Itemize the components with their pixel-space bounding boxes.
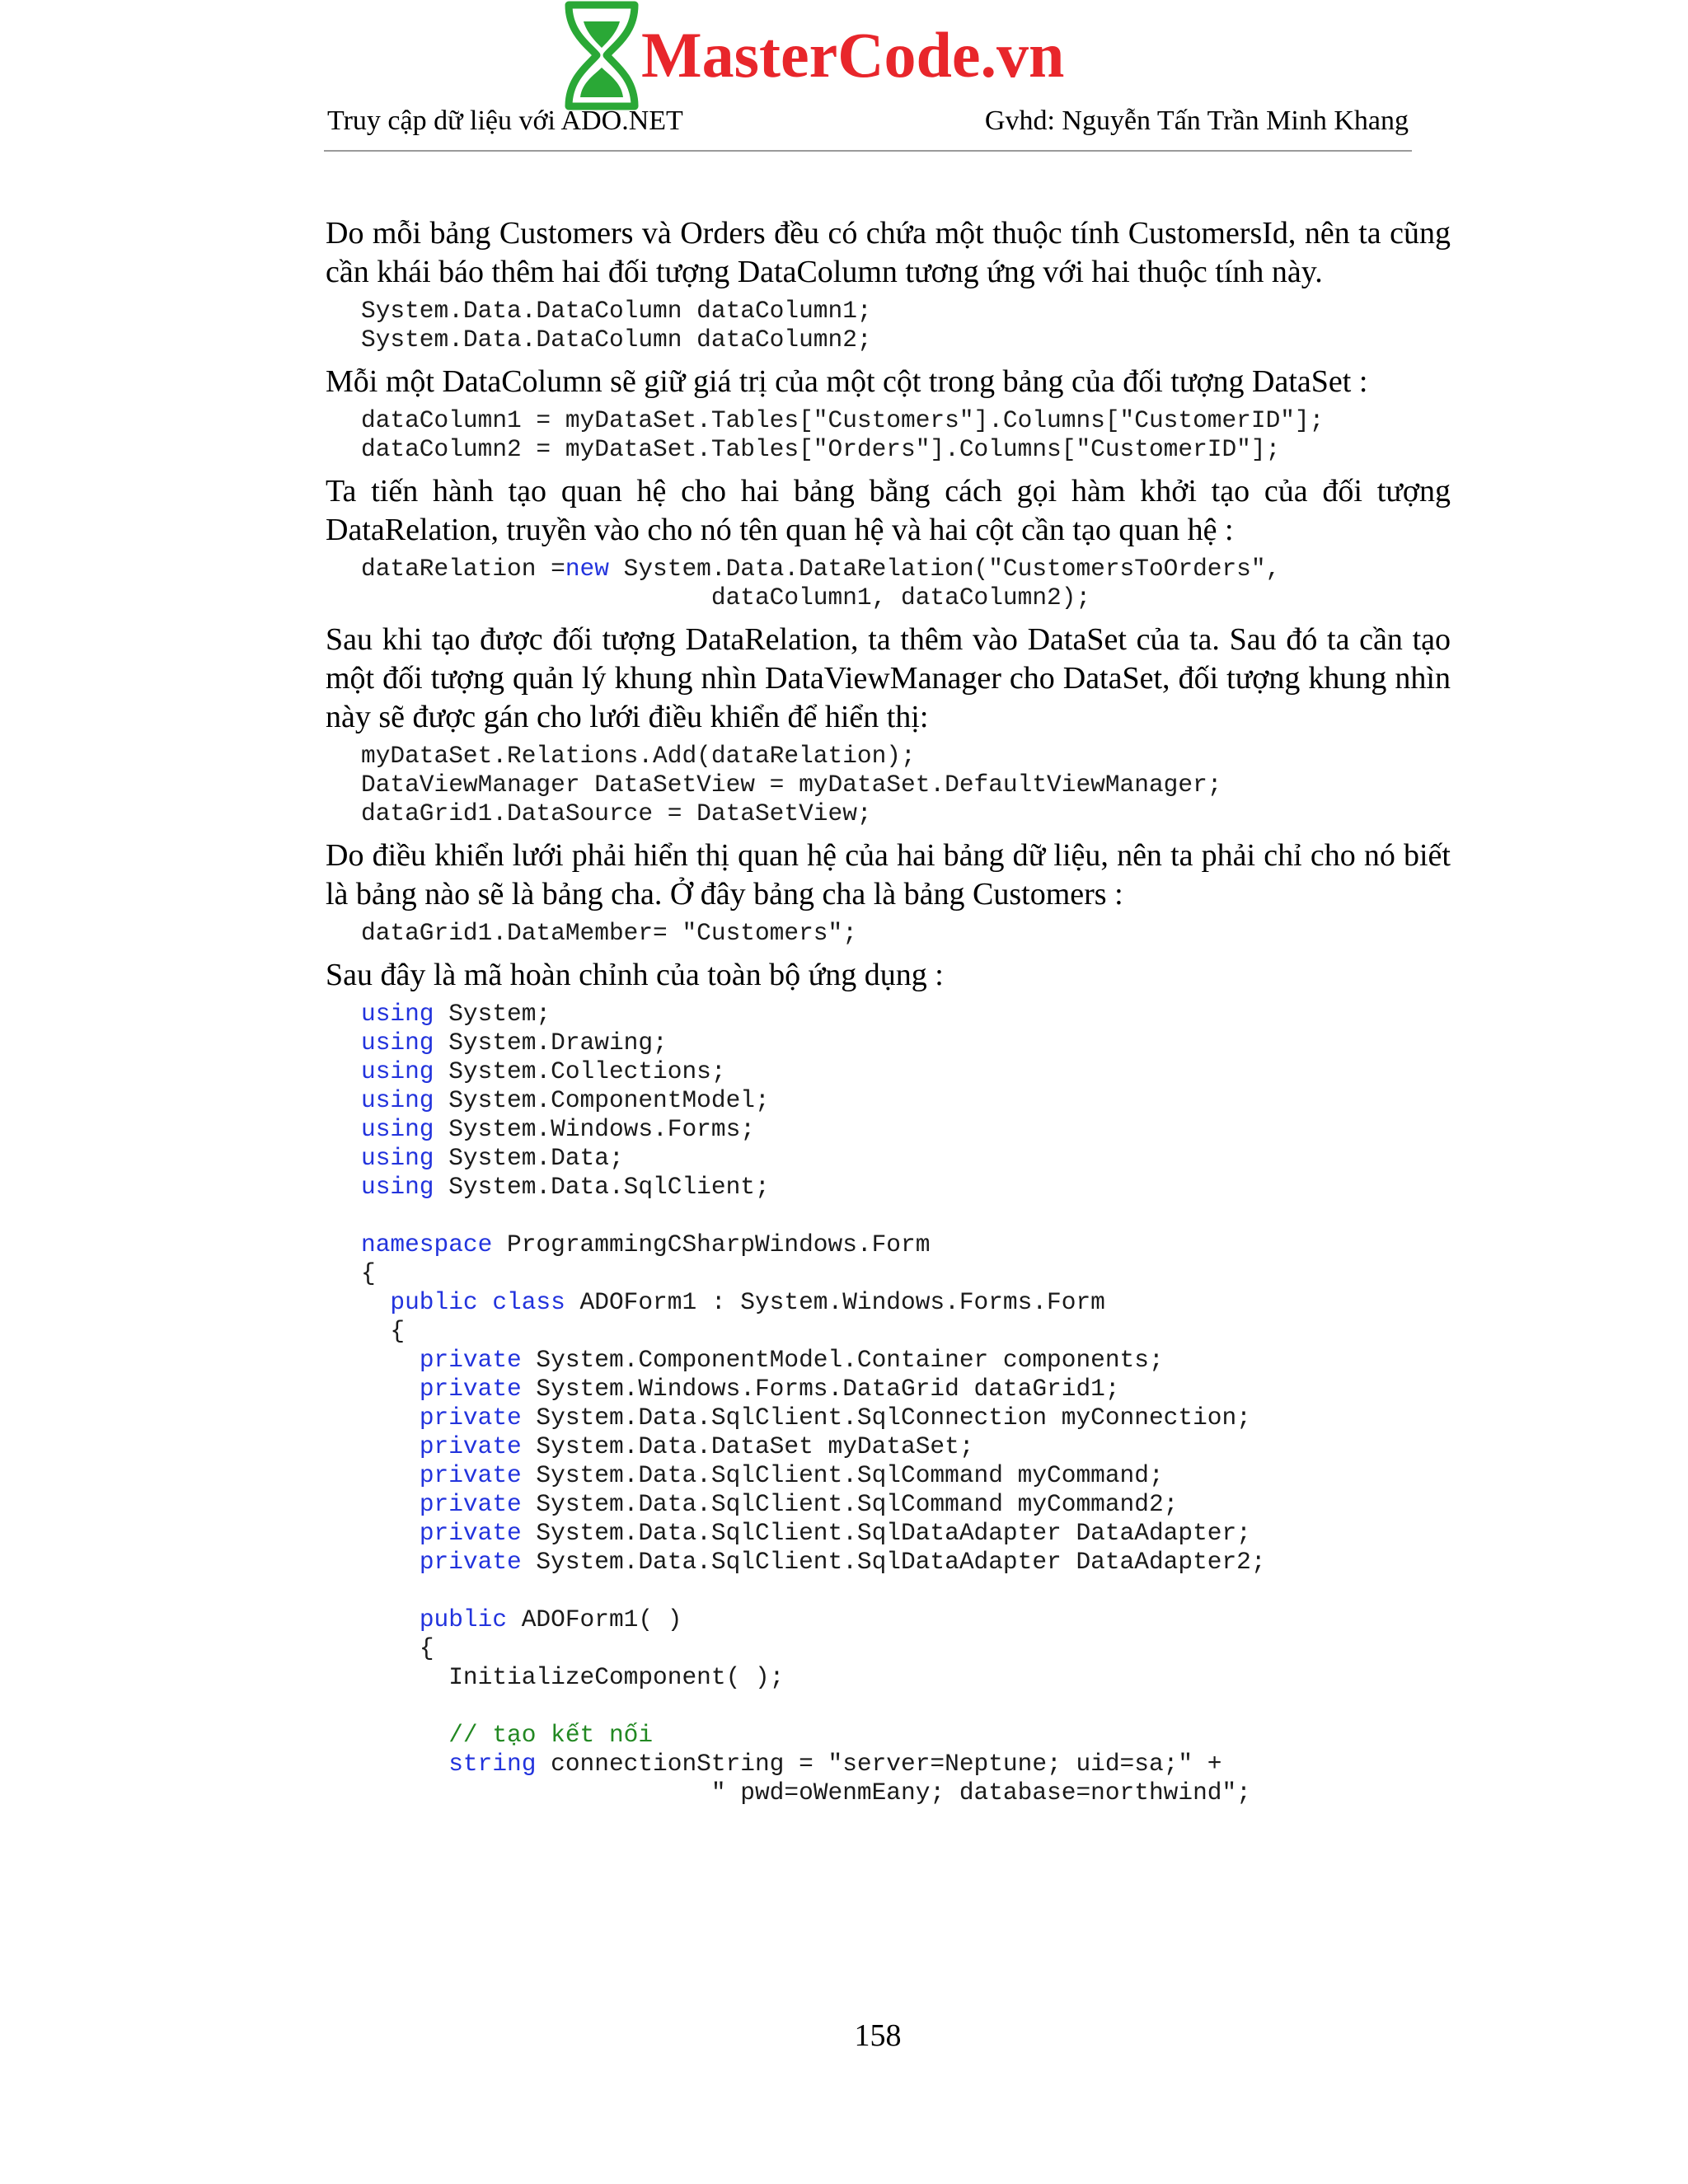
logo-text: MasterCode.vn (641, 19, 1065, 91)
code-text: ProgrammingCSharpWindows.Form (492, 1230, 931, 1258)
hourglass-icon (560, 0, 643, 111)
paragraph-1: Do mỗi bảng Customers và Orders đều có chứa một thuộc tính CustomersId, nên ta cũng cần khái báo thêm hai đối tượng DataColumn tương ứng với hai thuộc tính này. (326, 216, 1451, 289)
code-text: { (419, 1634, 434, 1662)
code-text: System.Data.SqlClient; (434, 1173, 770, 1201)
code-text: InitializeComponent( ); (448, 1663, 785, 1691)
code-line: System.Data.DataColumn dataColumn2; (361, 326, 872, 354)
code-keyword: public (419, 1605, 508, 1633)
code-keyword: private (419, 1404, 522, 1432)
code-text: System.Data.DataSet myDataSet; (521, 1432, 974, 1460)
code-text: System.Windows.Forms; (434, 1115, 755, 1143)
page-content (326, 214, 1451, 1816)
code-text: System.Data.SqlClient.SqlCommand myCommand2; (521, 1490, 1179, 1518)
code-keyword: using (361, 1000, 434, 1028)
code-keyword: private (419, 1432, 522, 1460)
code-text: { (361, 1259, 376, 1287)
code-block-2 (361, 406, 1451, 464)
code-block-3 (361, 555, 1451, 612)
paragraph-6: Sau đây là mã hoàn chỉnh của toàn bộ ứng dụng : (326, 958, 944, 992)
header-author: Gvhd: Nguyễn Tấn Trần Minh Khang (984, 105, 1409, 136)
code-keyword: new (565, 555, 609, 583)
code-block-5 (361, 919, 1451, 948)
code-block-1 (361, 297, 1451, 354)
code-line: System.Data.DataColumn dataColumn1; (361, 297, 872, 325)
code-text: System.Drawing; (434, 1029, 668, 1057)
code-keyword: string (448, 1750, 537, 1778)
paragraph-3: Ta tiến hành tạo quan hệ cho hai bảng bằng cách gọi hàm khởi tạo của đối tượng DataRelation, truyền vào cho nó tên quan hệ và hai cột cần tạo quan hệ : (326, 474, 1451, 547)
code-line: dataGrid1.DataMember= "Customers"; (361, 919, 857, 947)
paragraph-4: Sau khi tạo được đối tượng DataRelation, ta thêm vào DataSet của ta. Sau đó ta cần tạo một đối tượng quản lý khung nhìn DataViewManager cho DataSet, đối tượng khung nhìn này sẽ được gán cho lưới điều khiển để hiển thị: (326, 622, 1451, 734)
code-keyword: using (361, 1029, 434, 1057)
code-line: myDataSet.Relations.Add(dataRelation); (361, 742, 916, 770)
code-text: System.Data.DataRelation("CustomersToOrders", (608, 555, 1281, 583)
code-keyword: using (361, 1115, 434, 1143)
code-keyword: private (419, 1519, 522, 1547)
code-text: dataRelation = (361, 555, 565, 583)
code-text: System; (434, 1000, 551, 1028)
code-text: " pwd=oWenmEany; database=northwind"; (448, 1779, 1251, 1807)
code-line: dataColumn1, dataColumn2); (361, 583, 1091, 612)
code-keyword: namespace (361, 1230, 493, 1258)
page-number: 158 (854, 2018, 902, 2053)
code-keyword: using (361, 1057, 434, 1085)
code-block-4 (361, 742, 1451, 828)
code-text: { (390, 1317, 406, 1345)
paragraph-5: Do điều khiển lưới phải hiển thị quan hệ của hai bảng dữ liệu, nên ta phải chỉ cho nó biết là bảng nào sẽ là bảng cha. Ở đây bảng cha là bảng Customers : (326, 838, 1451, 912)
code-line: dataColumn2 = myDataSet.Tables["Orders"].Columns["CustomerID"]; (361, 435, 1281, 463)
paragraph-2: Mỗi một DataColumn sẽ giữ giá trị của một cột trong bảng của đối tượng DataSet : (326, 364, 1368, 399)
code-text: System.Data.SqlClient.SqlDataAdapter DataAdapter; (521, 1519, 1251, 1547)
code-text: connectionString = "server=Neptune; uid=sa;" + (536, 1750, 1222, 1778)
code-text: ADOForm1( ) (507, 1605, 682, 1633)
code-keyword: private (419, 1346, 522, 1374)
code-line: DataViewManager DataSetView = myDataSet.DefaultViewManager; (361, 771, 1222, 799)
code-keyword: using (361, 1173, 434, 1201)
code-keyword: private (419, 1461, 522, 1489)
code-keyword: using (361, 1144, 434, 1172)
code-text: System.Data; (434, 1144, 624, 1172)
code-text: System.Windows.Forms.DataGrid dataGrid1; (521, 1375, 1120, 1403)
page-header (324, 104, 1412, 152)
code-text: System.ComponentModel.Container components; (521, 1346, 1164, 1374)
code-block-full (361, 1000, 1451, 1807)
code-keyword: private (419, 1548, 522, 1576)
code-keyword: private (419, 1490, 522, 1518)
code-comment: // tạo kết nối (448, 1721, 654, 1749)
mastercode-logo (560, 0, 1096, 111)
code-text: ADOForm1 : System.Windows.Forms.Form (565, 1288, 1105, 1316)
code-text: System.Data.SqlClient.SqlCommand myCommand; (521, 1461, 1164, 1489)
code-keyword: private (419, 1375, 522, 1403)
code-text: System.Data.SqlClient.SqlDataAdapter DataAdapter2; (521, 1548, 1266, 1576)
code-keyword: using (361, 1086, 434, 1114)
code-line: dataGrid1.DataSource = DataSetView; (361, 799, 872, 827)
code-text: System.ComponentModel; (434, 1086, 770, 1114)
code-text: System.Collections; (434, 1057, 726, 1085)
code-line: dataColumn1 = myDataSet.Tables["Customers"].Columns["CustomerID"]; (361, 406, 1325, 434)
code-keyword: public class (390, 1288, 565, 1316)
header-title: Truy cập dữ liệu với ADO.NET (327, 105, 683, 136)
code-text: System.Data.SqlClient.SqlConnection myConnection; (521, 1404, 1251, 1432)
